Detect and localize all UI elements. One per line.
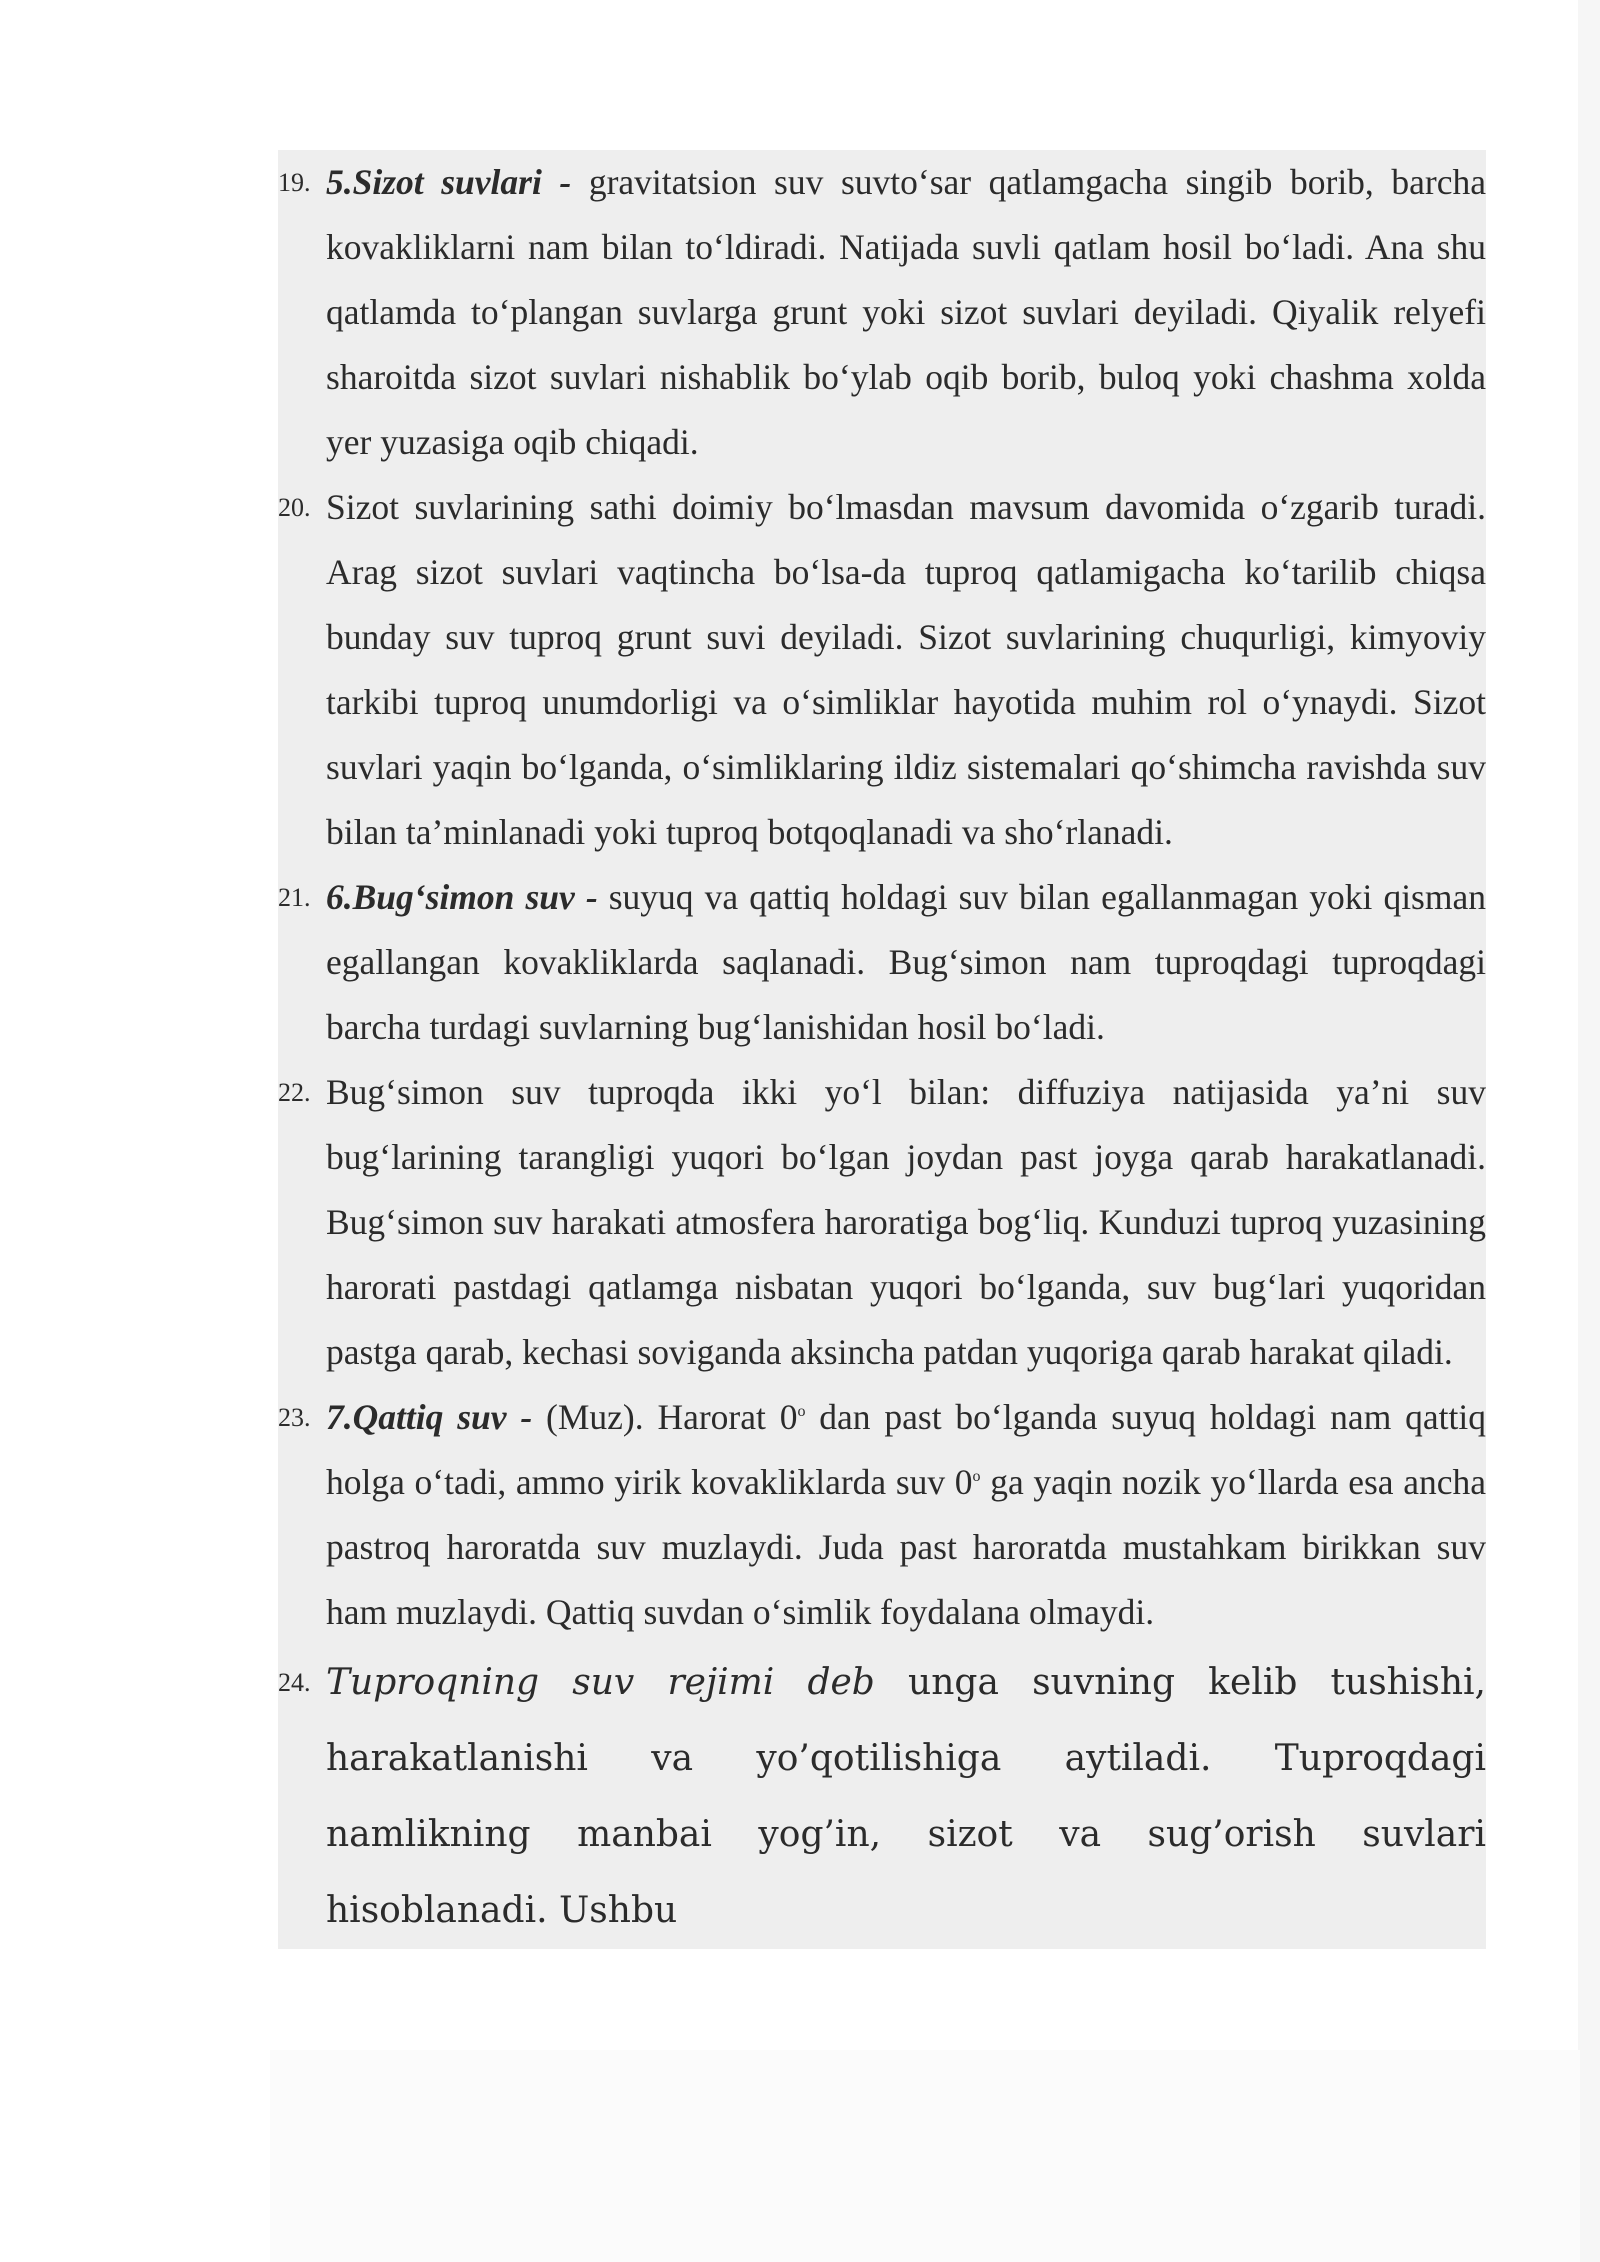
paragraph-body-part: dan past bo‘lganda suyuq holdagi nam qattiq holga o‘tadi, ammo yirik kovakliklarda suv 0 [326, 1397, 1486, 1502]
item-number: 19. [278, 168, 311, 197]
list-item-21 [278, 865, 1486, 1060]
paragraph-body: suyuq va qattiq holdagi suv bilan egallanmagan yoki qisman egallangan kovakliklarda saqlanadi. Bug‘simon nam tuproqdagi tuproqdagi barcha turdagi suvlarning bug‘lanishidan hosil bo‘ladi. [326, 877, 1486, 1047]
term-heading: 6.Bug‘simon suv - [326, 877, 598, 917]
paragraph-text [326, 1645, 1486, 1949]
page-bottom-area [270, 2050, 1580, 2262]
item-number: 20. [278, 493, 311, 522]
page-edge-shade [1578, 0, 1600, 2262]
item-number: 22. [278, 1078, 311, 1107]
paragraph-text: Bug‘simon suv tuproqda ikki yo‘l bilan: diffuziya natijasida ya’ni suv bug‘larining tarangligi yuqori bo‘lgan joydan past joyga qarab harakatlanadi. Bug‘simon suv harakati atmosfera haroratiga bog‘liq. Kunduzi tuproq yuzasining harorati pastdagi qatlamga nisbatan yuqori bo‘lganda, suv bug‘lari yuqoridan pastga qarab, kechasi soviganda aksincha patdan yuqoriga qarab harakat qiladi. [326, 1072, 1486, 1372]
degree-superscript: o [972, 1468, 981, 1486]
list-item-22 [278, 1060, 1486, 1385]
item-number: 23. [278, 1403, 311, 1432]
paragraph-text [326, 150, 1486, 475]
paragraph-body-part: ga yaqin nozik yo‘llarda esa ancha pastroq haroratda suv muzlaydi. Juda past haroratda mustahkam birikkan suv ham muzlaydi. Qattiq suvdan o‘simlik foydalana olmaydi. [326, 1462, 1486, 1632]
list-item-19 [278, 150, 1486, 475]
paragraph-body: gravitatsion suv suvto‘sar qatlamgacha singib borib, barcha kovakliklarni nam bilan to‘ldiradi. Natijada suvli qatlam hosil bo‘ladi. Ana shu qatlamda to‘plangan suvlarga grunt yoki sizot suvlari deyiladi. Qiyalik relyefi sharoitda sizot suvlari nishablik bo‘ylab oqib borib, buloq yoki chashma xolda yer yuzasiga oqib chiqadi. [326, 162, 1486, 462]
paragraph-body: unga suvning kelib tushishi, harakatlanishi va yo’qotilishiga aytiladi. Tuproqdagi namlikning manbai yog’in, sizot va sug’orish suvlari hisoblanadi. Ushbu [326, 1662, 1486, 1931]
item-number: 24. [278, 1668, 311, 1697]
term-heading: Tuproqning suv rejimi deb [326, 1662, 875, 1703]
paragraph-text [326, 1385, 1486, 1645]
paragraph-text: Sizot suvlarining sathi doimiy bo‘lmasdan mavsum davomida o‘zgarib turadi. Arag sizot suvlari vaqtincha bo‘lsa-da tuproq qatlamigacha ko‘tarilib chiqsa bunday suv tuproq grunt suvi deyiladi. Sizot suvlarining chuqurligi, kimyoviy tarkibi tuproq unumdorligi va o‘simliklar hayotida muhim rol o‘ynaydi. Sizot suvlari yaqin bo‘lganda, o‘simliklaring ildiz sistemalari qo‘shimcha ravishda suv bilan ta’minlanadi yoki tuproq botqoqlanadi va sho‘rlanadi. [326, 487, 1486, 852]
term-heading: 7.Qattiq suv - [326, 1397, 533, 1437]
list-item-24 [278, 1645, 1486, 1949]
list-item-23 [278, 1385, 1486, 1645]
list-item-20 [278, 475, 1486, 865]
term-heading: 5.Sizot suvlari - [326, 162, 572, 202]
paragraph-text [326, 865, 1486, 1060]
document-text-block [278, 150, 1486, 1949]
item-number: 21. [278, 883, 311, 912]
degree-superscript: o [797, 1403, 806, 1421]
paragraph-body-part: (Muz). Harorat 0 [532, 1397, 798, 1437]
